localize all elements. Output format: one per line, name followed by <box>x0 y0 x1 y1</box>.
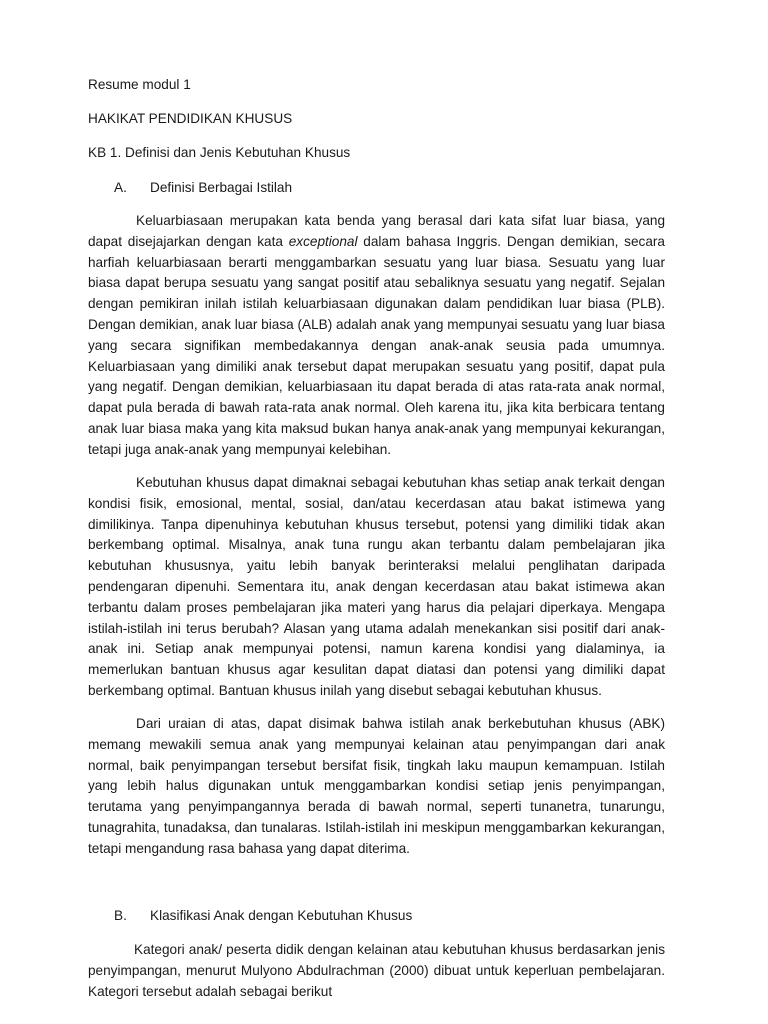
section-b-title: Klasifikasi Anak dengan Kebutuhan Khusus <box>150 908 413 923</box>
paragraph-1-emphasis: exceptional <box>288 233 358 249</box>
section-a-heading <box>114 180 292 195</box>
paragraph-1-part-2: dalam bahasa Inggris. Dengan demikian, secara harfiah keluarbiasaan berarti menggambarkan sesuatu yang luar biasa. Sesuatu yang luar biasa dapat berupa sesuatu yang sangat positif atau sebaliknya sesuatu yang negatif. Sejalan dengan pemikiran inilah istilah keluarbiasaan digunakan dalam pendidikan luar biasa (PLB). Dengan demikian, anak luar biasa (ALB) adalah anak yang mempunyai sesuatu yang luar biasa yang secara signifikan membedakannya dengan anak-anak seusia pada umumnya. Keluarbiasaan yang dimiliki anak tersebut dapat merupakan sesuatu yang positif, dapat pula yang negatif. Dengan demikian, keluarbiasaan itu dapat berada di atas rata-rata anak normal, dapat pula berada di bawah rata-rata anak normal. Oleh karena itu, jika kita berbicara tentang anak luar biasa maka yang kita maksud bukan hanya anak-anak yang mempunyai kekurangan, tetapi juga anak-anak yang mempunyai kelebihan. <box>88 233 665 457</box>
paragraph-1-part-1: Keluarbiasaan merupakan kata benda yang berasal dari kata sifat luar biasa, yang dapat disejajarkan dengan kata <box>88 213 665 249</box>
document-subheading: KB 1. Definisi dan Jenis Kebutuhan Khusus <box>88 145 351 160</box>
section-b-heading <box>114 908 412 923</box>
paragraph-1 <box>88 211 665 461</box>
document-heading: HAKIKAT PENDIDIKAN KHUSUS <box>88 111 293 126</box>
document-title: Resume modul 1 <box>88 77 191 92</box>
paragraph-3: Dari uraian di atas, dapat disimak bahwa istilah anak berkebutuhan khusus (ABK) memang mewakili semua anak yang mempunyai kelainan atau penyimpangan dari anak normal, baik penyimpangan tersebut bersifat fisik, tingkah laku maupun kemampuan. Istilah yang lebih halus digunakan untuk menggambarkan kondisi setiap jenis penyimpangan, terutama yang penyimpangannya berada di bawah normal, seperti tunanetra, tunarungu, tunagrahita, tunadaksa, dan tunalaras. Istilah-istilah ini meskipun menggambarkan kekurangan, tetapi mengandung rasa bahasa yang dapat diterima. <box>88 716 665 856</box>
section-a-title: Definisi Berbagai Istilah <box>150 180 293 195</box>
section-a-marker: A. <box>114 180 127 195</box>
paragraph-4: Kategori anak/ peserta didik dengan kelainan atau kebutuhan khusus berdasarkan jenis penyimpangan, menurut Mulyono Abdulrachman (2000) dibuat untuk keperluan pembelajaran. Kategori tersebut adalah sebagai berikut <box>88 942 665 999</box>
paragraph-2: Kebutuhan khusus dapat dimaknai sebagai kebutuhan khas setiap anak terkait dengan kondisi fisik, emosional, mental, sosial, dan/atau kecerdasan atau bakat istimewa yang dimilikinya. Tanpa dipenuhinya kebutuhan khusus tersebut, potensi yang dimiliki tidak akan berkembang optimal. Misalnya, anak tuna rungu akan terbantu dalam pembelajaran jika kebutuhan khususnya, yaitu lebih banyak berinteraksi melalui penglihatan daripada pendengaran dipenuhi. Sementara itu, anak dengan kecerdasan atau bakat istimewa akan terbantu dalam proses pembelajaran jika materi yang harus dia pelajari diperkaya. Mengapa istilah-istilah ini terus berubah? Alasan yang utama adalah menekankan sisi positif dari anak-anak ini. Setiap anak mempunyai potensi, namun karena kondisi yang dialaminya, ia memerlukan bantuan khusus agar kesulitan dapat diatasi dan potensi yang dimiliki dapat berkembang optimal. Bantuan khusus inilah yang disebut sebagai kebutuhan khusus. <box>88 475 665 698</box>
section-b-marker: B. <box>114 908 127 923</box>
